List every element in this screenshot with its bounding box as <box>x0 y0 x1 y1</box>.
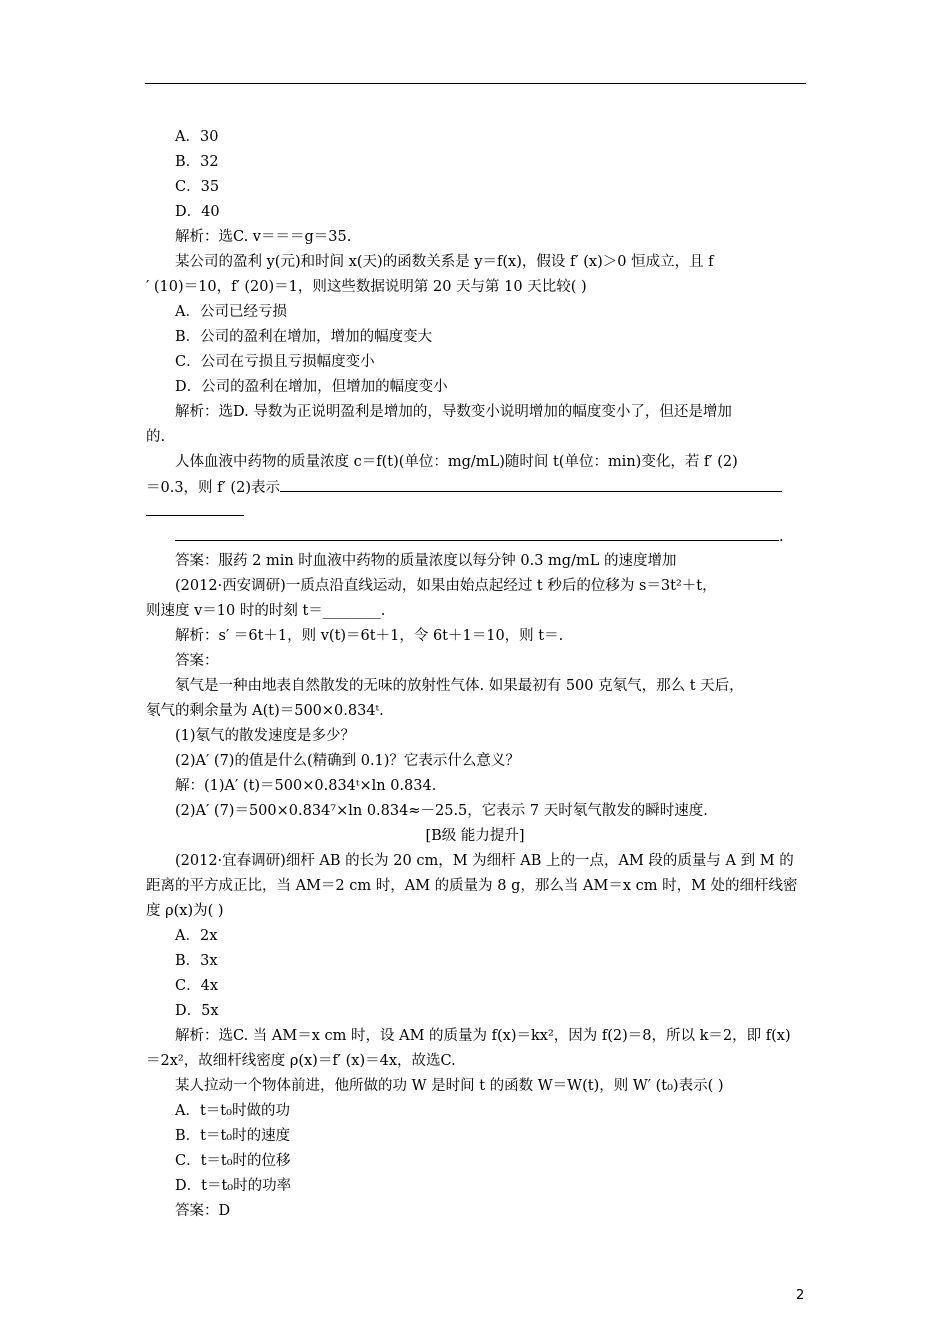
option-b: B．32 <box>175 154 219 170</box>
answer-blank <box>280 477 782 492</box>
answer-line: 答案：服药 2 min 时血液中药物的质量浓度以每分钟 0.3 mg/mL 的速度增加 <box>175 553 677 569</box>
question-text: 人体血液中药物的质量浓度 c＝f(t)(单位：mg/mL)随时间 t(单位：min)变化，若 f′ (2) <box>175 454 738 470</box>
question-text: 度 ρ(x)为( ) <box>146 903 224 919</box>
analysis-line: 解析：选C. 当 AM＝x cm 时，设 AM 的质量为 f(x)＝kx²，因为 f(2)＝8，所以 k＝2，即 f(x) <box>175 1028 791 1044</box>
answer-blank <box>146 501 244 516</box>
option-d: D．40 <box>175 204 220 220</box>
option-a: A．30 <box>175 129 219 145</box>
option-b: B．t＝t₀时的速度 <box>175 1128 291 1144</box>
period: . <box>779 529 784 545</box>
analysis-line: 解析：s′ ＝6t＋1，则 v(t)＝6t＋1，令 6t＋1＝10，则 t＝. <box>175 628 564 644</box>
option-c: C．t＝t₀时的位移 <box>175 1153 291 1169</box>
option-b: B．公司的盈利在增加，增加的幅度变大 <box>175 329 433 345</box>
option-c: C．公司在亏损且亏损幅度变小 <box>175 354 375 370</box>
analysis-line: 解析：选D. 导数为正说明盈利是增加的，导数变小说明增加的幅度变小了，但还是增加 <box>175 404 732 420</box>
question-text-part: ＝0.3，则 f′ (2)表示 <box>146 480 280 496</box>
question-text: ′ (10)＝10，f′ (20)＝1，则这些数据说明第 20 天与第 10 天比较( ) <box>146 279 587 295</box>
header-rule <box>145 83 806 84</box>
question-text: 距离的平方成正比，当 AM＝2 cm 时，AM 的质量为 8 g，那么当 AM＝x cm 时，M 处的细杆线密 <box>146 878 798 894</box>
option-a: A．t＝t₀时做的功 <box>175 1103 290 1119</box>
option-c: C．4x <box>175 978 218 994</box>
option-a: A．公司已经亏损 <box>175 304 287 320</box>
section-heading: [B级 能力提升] <box>425 828 525 844</box>
option-b: B．3x <box>175 953 218 969</box>
question-text <box>146 477 782 498</box>
answer-blank-line <box>175 526 784 547</box>
option-d: D．5x <box>175 1003 219 1019</box>
sub-question: (1)氡气的散发速度是多少？ <box>175 728 356 744</box>
sub-question: (2)A′ (7)的值是什么(精确到 0.1)？它表示什么意义？ <box>175 753 520 769</box>
answer-line: 答案：D <box>175 1203 231 1219</box>
solution-line: (2)A′ (7)＝500×0.834⁷×ln 0.834≈－25.5，它表示 7 天时氡气散发的瞬时速度. <box>175 803 708 819</box>
option-d: D．t＝t₀时的功率 <box>175 1178 292 1194</box>
option-d: D．公司的盈利在增加，但增加的幅度变小 <box>175 379 448 395</box>
analysis-line: ＝2x²，故细杆线密度 ρ(x)＝f′ (x)＝4x，故选C. <box>146 1053 456 1069</box>
option-a: A．2x <box>175 928 218 944</box>
question-text: 则速度 v＝10 时的时刻 t＝________. <box>146 603 386 619</box>
question-text: 某人拉动一个物体前进，他所做的功 W 是时间 t 的函数 W＝W(t)，则 W′ (t₀)表示( ) <box>175 1078 724 1094</box>
question-text: (2012·西安调研)一质点沿直线运动，如果由始点起经过 t 秒后的位移为 s＝3t²＋t， <box>175 578 717 594</box>
page-number: 2 <box>796 1288 805 1303</box>
option-c: C．35 <box>175 179 220 195</box>
answer-line: 答案： <box>175 653 219 669</box>
analysis-line: 解析：选C. v＝＝＝g＝35. <box>175 229 352 245</box>
question-text: 氡气的剩余量为 A(t)＝500×0.834ᵗ. <box>146 703 384 719</box>
solution-line: 解：(1)A′ (t)＝500×0.834ᵗ×ln 0.834. <box>175 778 437 794</box>
question-text: 氡气是一种由地表自然散发的无味的放射性气体. 如果最初有 500 克氡气，那么 t 天后， <box>175 678 744 694</box>
answer-blank-line <box>146 501 244 522</box>
answer-blank <box>175 526 779 541</box>
analysis-line: 的. <box>146 429 166 445</box>
question-text: 某公司的盈利 y(元)和时间 x(天)的函数关系是 y＝f(x)，假设 f′ (x)＞0 恒成立，且 f <box>175 254 714 270</box>
question-text: (2012·宜春调研)细杆 AB 的长为 20 cm，M 为细杆 AB 上的一点，AM 段的质量与 A 到 M 的 <box>175 853 794 869</box>
